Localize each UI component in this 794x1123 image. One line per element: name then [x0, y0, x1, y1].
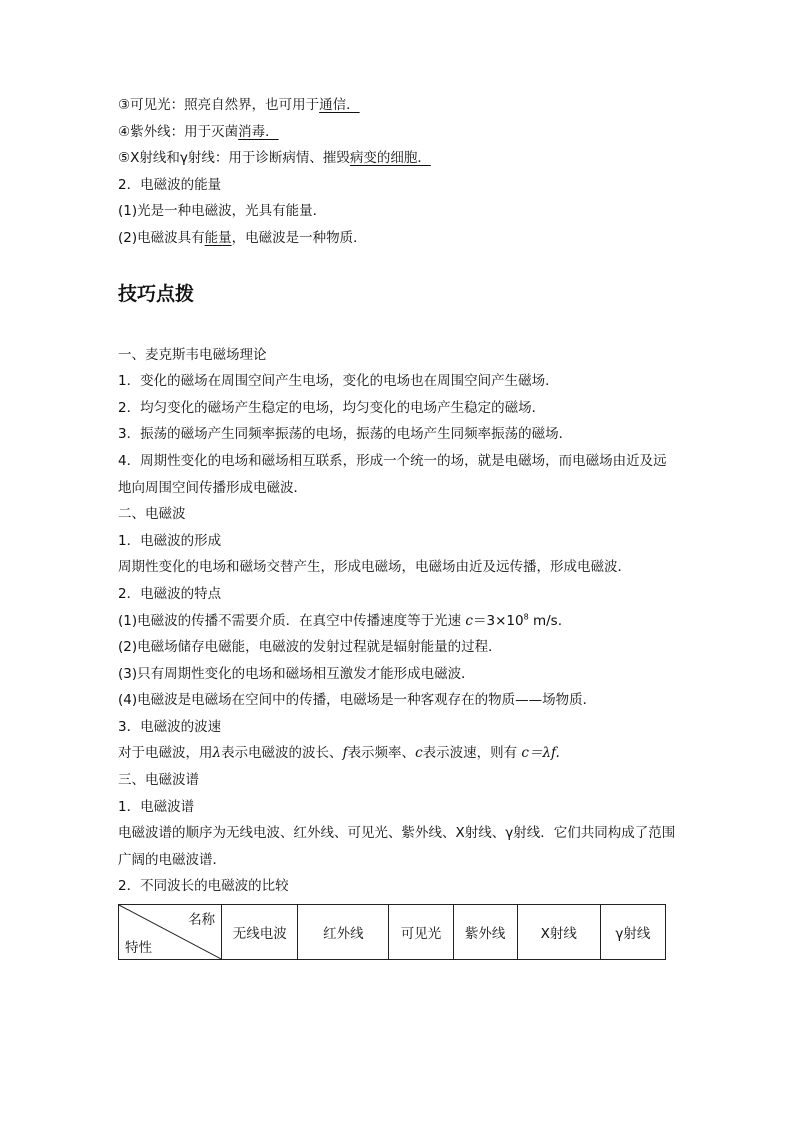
- maxwell-title: 一、麦克斯韦电磁场理论: [118, 346, 267, 363]
- energy-title: 2．电磁波的能量: [118, 176, 222, 193]
- header-infrared: 红外线: [298, 905, 389, 960]
- header-radio: 无线电波: [222, 905, 298, 960]
- header-gamma: γ射线: [600, 905, 665, 960]
- feature-2: (2)电磁场储存电磁能，电磁波的发射过程就是辐射能量的过程．: [118, 639, 502, 656]
- feature-1: (1)电磁波的传播不需要介质．在真空中传播速度等于光速 $c=3\times 10^8$ m/s.: [118, 612, 562, 629]
- table-corner-cell: [119, 905, 222, 960]
- spectrum-text: 电磁波谱的顺序为无线电波、红外线、可见光、紫外线、X射线、γ射线．它们共同构成了范围广阔的电磁波谱．: [118, 825, 676, 868]
- header-visible: 可见光: [389, 905, 453, 960]
- compare-title: 2．不同波长的电磁波的比较: [118, 878, 289, 895]
- formation-text: 周期性变化的电场和磁场交替产生，形成电磁场，电磁场由近及远传播，形成电磁波．: [118, 559, 631, 576]
- feature-3: (3)只有周期性变化的电场和磁场相互激发才能形成电磁波．: [118, 665, 475, 682]
- maxwell-item-2: 2．均匀变化的磁场产生稳定的电场，均匀变化的电场产生稳定的磁场．: [118, 399, 546, 416]
- features-title: 2．电磁波的特点: [118, 585, 222, 602]
- document-page: [118, 92, 678, 960]
- speed-title: 3．电磁波的波速: [118, 718, 222, 735]
- table-header-row: [119, 905, 666, 960]
- spectrum-section-title: 三、电磁波谱: [118, 772, 199, 789]
- maxwell-item-3: 3．振荡的磁场产生同频率振荡的电场，振荡的电场产生同频率振荡的磁场．: [118, 426, 573, 443]
- ultraviolet-use: ④紫外线：用于灭菌消毒．: [118, 123, 279, 140]
- xray-gamma-use: ⑤X射线和γ射线：用于诊断病情、摧毁病变的细胞．: [118, 150, 431, 167]
- energy-point-1: (1)光是一种电磁波，光具有能量．: [118, 203, 327, 220]
- feature-4: (4)电磁波是电磁场在空间中的传播，电磁场是一种客观存在的物质——场物质．: [118, 692, 597, 709]
- em-wave-title: 二、电磁波: [118, 506, 186, 523]
- corner-label-property: 特性: [125, 940, 152, 957]
- speed-text: 对于电磁波，用λ表示电磁波的波长、f表示频率、c表示波速，则有 c＝λf.: [118, 745, 560, 762]
- maxwell-item-4: 4．周期性变化的电场和磁场相互联系，形成一个统一的场，就是电磁场，而电磁场由近及远地向周围空间传播形成电磁波．: [118, 452, 667, 496]
- comparison-table: [118, 904, 666, 960]
- spectrum-title: 1．电磁波谱: [118, 798, 195, 815]
- header-ultraviolet: 紫外线: [453, 905, 517, 960]
- corner-label-name: 名称: [188, 912, 216, 929]
- visible-light-use: ③可见光：照亮自然界，也可用于通信．: [118, 97, 360, 113]
- maxwell-item-1: 1．变化的磁场在周围空间产生电场，变化的电场也在周围空间产生磁场．: [118, 373, 559, 390]
- energy-point-2: (2)电磁波具有能量，电磁波是一种物质．: [118, 229, 367, 246]
- header-xray: X射线: [517, 905, 600, 960]
- formation-title: 1．电磁波的形成: [118, 532, 222, 549]
- section-heading: 技巧点拨: [118, 282, 195, 305]
